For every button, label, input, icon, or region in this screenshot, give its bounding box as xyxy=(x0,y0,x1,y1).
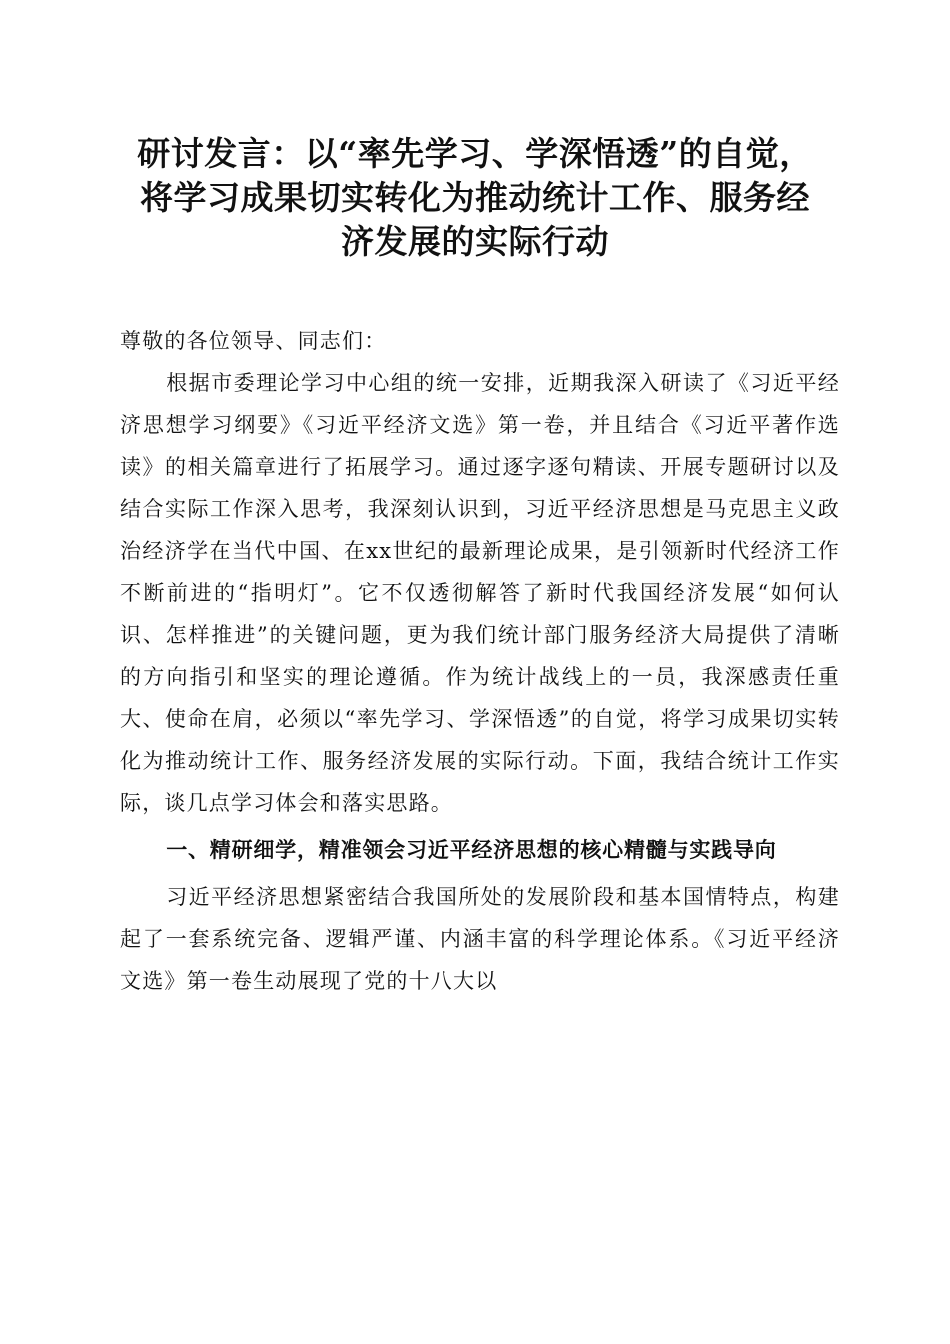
document-title xyxy=(110,132,840,264)
title-line-1: 研讨发言：以“率先学习、学深悟透”的自觉， xyxy=(137,134,813,173)
salutation: 尊敬的各位领导、同志们： xyxy=(120,329,387,353)
intro-paragraph: 根据市委理论学习中心组的统一安排，近期我深入研读了《习近平经济思想学习纲要》《习近平经济文选》第一卷，并且结合《习近平著作选读》的相关篇章进行了拓展学习。通过逐字逐句精读、开展专题研讨以及结合实际工作深入思考，我深刻认识到，习近平经济思想是马克思主义政治经济学在当代中国、在xx世纪的最新理论成果，是引领新时代经济工作不断前进的“指明灯”。它不仅透彻解答了新时代我国经济发展“如何认识、怎样推进”的关键问题，更为我们统计部门服务经济大局提供了清晰的方向指引和坚实的理论遵循。作为统计战线上的一员，我深感责任重大、使命在肩，必须以“率先学习、学深悟透”的自觉，将学习成果切实转化为推动统计工作、服务经济发展的实际行动。下面，我结合统计工作实际，谈几点学习体会和落实思路。 xyxy=(120,371,840,815)
section-1-paragraph: 习近平经济思想紧密结合我国所处的发展阶段和基本国情特点，构建起了一套系统完备、逻辑严谨、内涵丰富的科学理论体系。《习近平经济文选》第一卷生动展现了党的十八大以 xyxy=(120,885,840,993)
section-1-heading: 一、精研细学，精准领会习近平经济思想的核心精髓与实践导向 xyxy=(166,838,777,862)
document-body xyxy=(120,320,840,1002)
title-line-2: 将学习成果切实转化为推动统计工作、服务经 xyxy=(140,178,810,217)
title-line-3: 济发展的实际行动 xyxy=(341,222,609,261)
